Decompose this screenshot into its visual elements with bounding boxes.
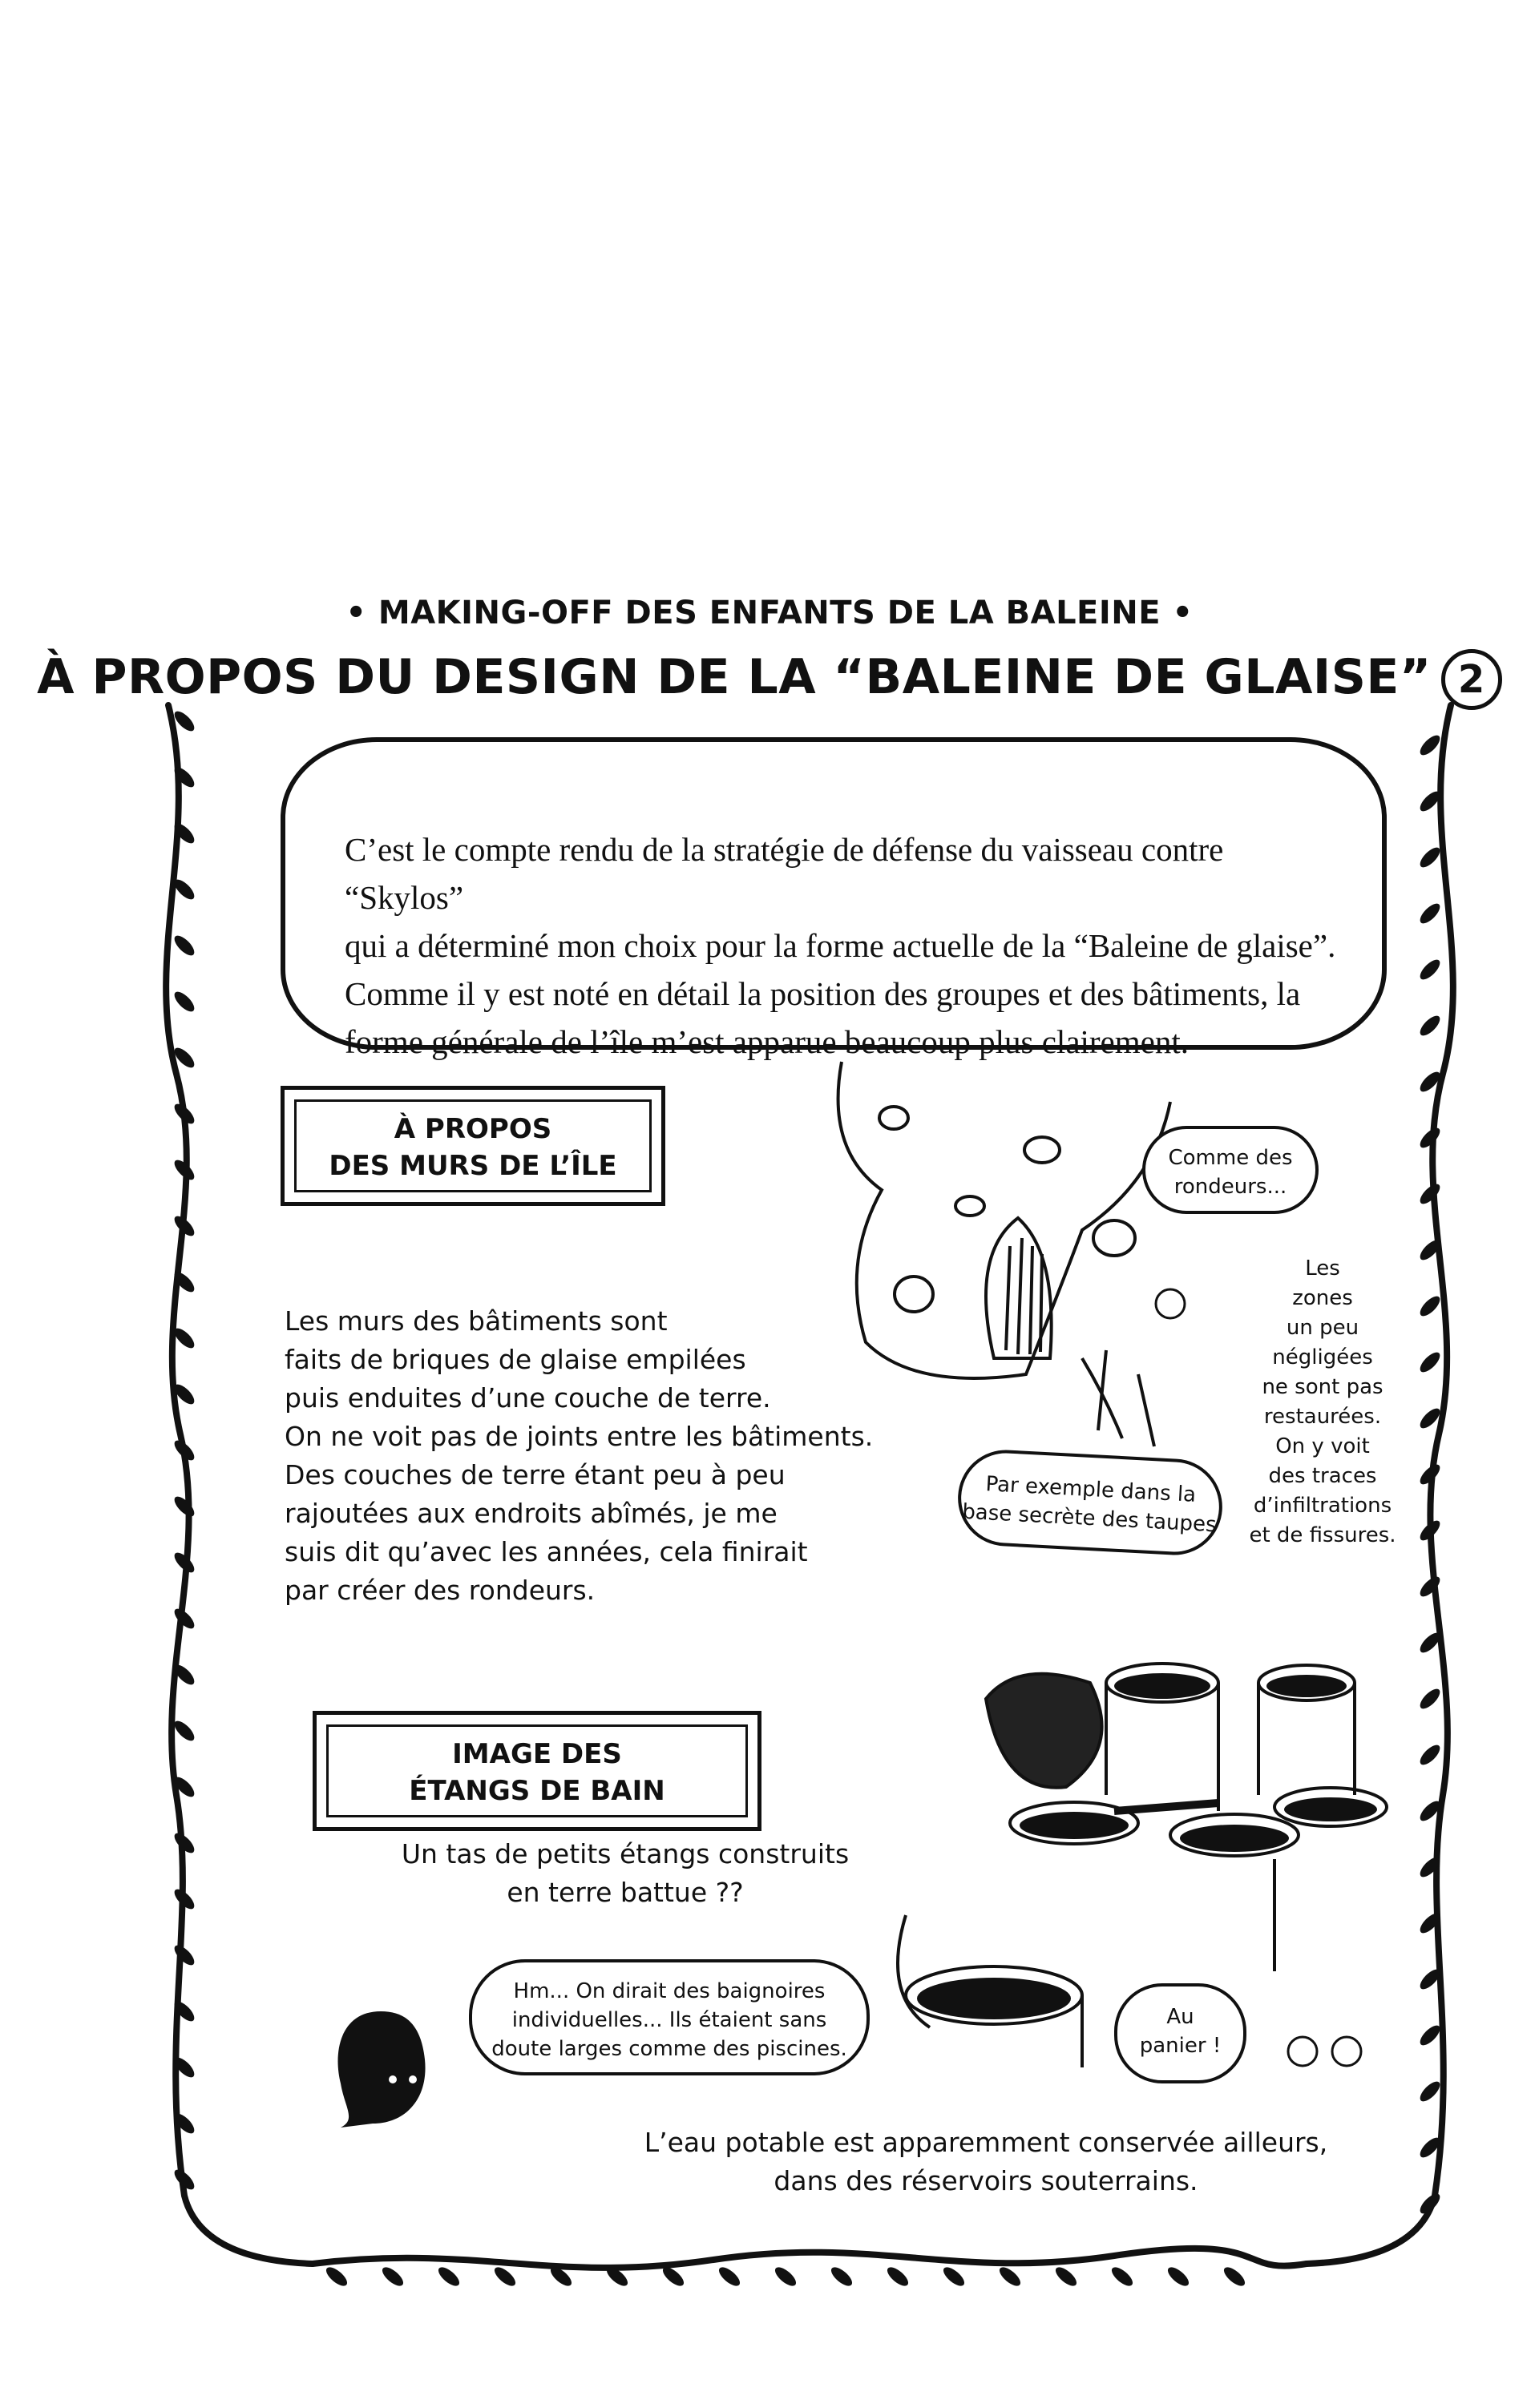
section-heading-walls bbox=[281, 1086, 665, 1206]
page-subtitle: • MAKING-OFF DES ENFANTS DE LA BALEINE • bbox=[345, 595, 1194, 631]
note-line: ne sont pas bbox=[1262, 1375, 1383, 1399]
text-line: Un tas de petits étangs construits bbox=[401, 1838, 850, 1870]
text-line: L’eau potable est apparemment conservée ailleurs, bbox=[644, 2127, 1328, 2158]
note-line: Les bbox=[1305, 1256, 1340, 1281]
section-heading-line: ÉTANGS DE BAIN bbox=[409, 1775, 665, 1807]
note-line: un peu bbox=[1286, 1316, 1359, 1340]
section-heading-baths bbox=[313, 1711, 761, 1831]
bubble-line: Par exemple dans la bbox=[984, 1472, 1197, 1507]
intro-line: C’est le compte rendu de la stratégie de défense du vaisseau contre “Skylos” bbox=[345, 831, 1224, 916]
bubble-line: base secrète des taupes bbox=[961, 1499, 1218, 1538]
text-line: rajoutées aux endroits abîmés, je me bbox=[285, 1498, 778, 1529]
intro-line: forme générale de l’île m’est apparue beaucoup plus clairement. bbox=[345, 1023, 1189, 1060]
note-line: restaurées. bbox=[1263, 1405, 1382, 1429]
note-line: et de fissures. bbox=[1249, 1523, 1396, 1547]
speech-bubble-hm bbox=[469, 1959, 870, 2075]
note-line: des traces bbox=[1268, 1464, 1377, 1488]
bubble-line: individuelles... Ils étaient sans bbox=[511, 2008, 827, 2032]
text-line: puis enduites d’une couche de terre. bbox=[285, 1382, 771, 1414]
walls-description bbox=[285, 1302, 894, 1610]
intro-text bbox=[345, 825, 1339, 1066]
intro-line: qui a déterminé mon choix pour la forme actuelle de la “Baleine de glaise”. bbox=[345, 927, 1336, 964]
section-heading-line: DES MURS DE L’ÎLE bbox=[329, 1150, 617, 1182]
note-line: zones bbox=[1292, 1286, 1353, 1310]
note-line: négligées bbox=[1272, 1345, 1373, 1369]
chapter-number: 2 bbox=[1441, 649, 1502, 710]
intro-line: Comme il y est noté en détail la position des groupes et des bâtiments, la bbox=[345, 975, 1301, 1012]
character-head-icon bbox=[325, 2003, 437, 2132]
bubble-line: Au bbox=[1166, 2005, 1194, 2029]
text-line: dans des réservoirs souterrains. bbox=[774, 2165, 1198, 2196]
footer-note bbox=[625, 2124, 1347, 2200]
bubble-line: panier ! bbox=[1139, 2034, 1222, 2058]
note-line: On y voit bbox=[1275, 1434, 1370, 1458]
page-title-text: À PROPOS DU DESIGN DE LA “BALEINE DE GLAISE” bbox=[37, 649, 1432, 705]
speech-bubble-par-exemple bbox=[955, 1447, 1225, 1557]
text-line: faits de briques de glaise empilées bbox=[285, 1344, 746, 1375]
bubble-line: rondeurs... bbox=[1173, 1175, 1287, 1199]
text-line: On ne voit pas de joints entre les bâtiments. bbox=[285, 1421, 874, 1452]
bubble-line: Comme des bbox=[1168, 1146, 1293, 1170]
speech-bubble-au-panier bbox=[1114, 1983, 1246, 2083]
speech-bubble-comme bbox=[1142, 1126, 1319, 1214]
bubble-line: Hm... On dirait des baignoires bbox=[513, 1979, 826, 2003]
text-line: Des couches de terre étant peu à peu bbox=[285, 1459, 786, 1490]
text-line: Les murs des bâtiments sont bbox=[285, 1305, 668, 1337]
text-line: par créer des rondeurs. bbox=[285, 1575, 596, 1606]
question-text bbox=[401, 1835, 850, 1912]
section-heading-line: À PROPOS bbox=[394, 1113, 552, 1145]
bubble-line: doute larges comme des piscines. bbox=[491, 2037, 847, 2061]
side-note-zones bbox=[1238, 1254, 1407, 1551]
section-heading-line: IMAGE DES bbox=[452, 1738, 622, 1770]
note-line: d’infiltrations bbox=[1253, 1494, 1392, 1518]
text-line: suis dit qu’avec les années, cela finirait bbox=[285, 1536, 808, 1567]
text-line: en terre battue ?? bbox=[507, 1877, 744, 1908]
